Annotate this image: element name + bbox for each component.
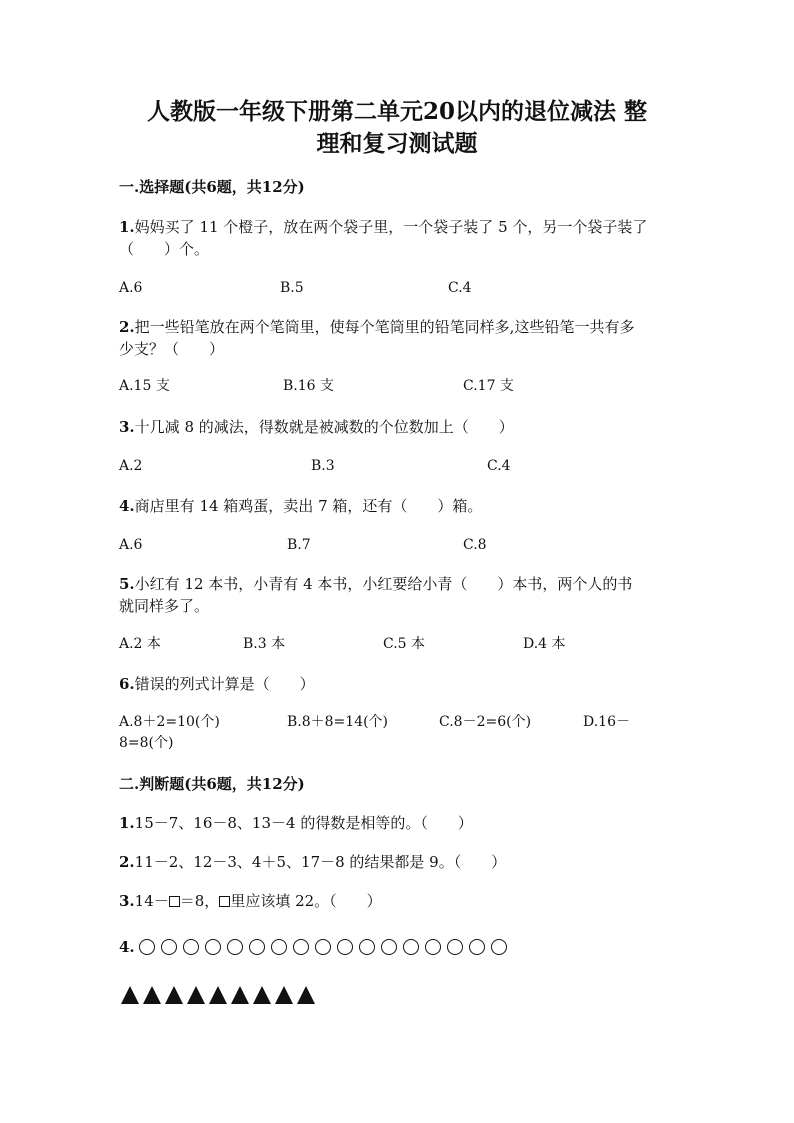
circle-icon	[205, 939, 221, 955]
page-title-line-2: 理和复习测试题	[316, 130, 478, 157]
q6-option-a: A.8＋2=10(个)	[119, 714, 220, 730]
circle-icon	[249, 939, 265, 955]
question-text: 错误的列式计算是（ ）	[134, 675, 315, 693]
question-number: 5.	[119, 575, 135, 593]
triangle-icon	[121, 986, 139, 1004]
q3-option-b: B.3	[311, 458, 335, 474]
question-2-line-2: 少支？（ ）	[119, 340, 225, 358]
circle-icon	[491, 939, 507, 955]
circle-icon	[381, 939, 397, 955]
q5-option-d: D.4 本	[523, 636, 566, 652]
q1-option-c: C.4	[448, 280, 472, 296]
q2-option-a: A.15 支	[119, 378, 170, 394]
question-6	[119, 673, 679, 695]
circle-icon	[271, 939, 287, 955]
question-5	[119, 573, 679, 595]
question-text: 妈妈买了 11 个橙子，放在两个袋子里，一个袋子装了 5 个，另一个袋子装了	[134, 218, 648, 236]
circle-icon	[403, 939, 419, 955]
question-number: 3.	[119, 892, 135, 910]
judge-question-4-triangles	[121, 986, 319, 1004]
circle-icon	[469, 939, 485, 955]
question-text-part-3: 里应该填 22。（ ）	[230, 892, 382, 910]
q6-option-d: D.16－	[583, 714, 630, 730]
triangle-icon	[275, 986, 293, 1004]
q1-option-b: B.5	[280, 280, 304, 296]
q3-option-a: A.2	[119, 458, 143, 474]
question-4	[119, 495, 679, 517]
q2-option-c: C.17 支	[463, 378, 514, 394]
q5-option-a: A.2 本	[119, 636, 161, 652]
q4-option-a: A.6	[119, 537, 143, 553]
question-number: 2.	[119, 853, 135, 871]
section-heading-true-false: 二.判断题(共6题，共12分)	[119, 775, 305, 793]
question-text: 小红有 12 本书，小青有 4 本书，小红要给小青（ ）本书，两个人的书	[134, 575, 633, 593]
question-text: 商店里有 14 箱鸡蛋，卖出 7 箱，还有（ ）箱。	[134, 497, 483, 515]
triangle-icon	[231, 986, 249, 1004]
triangle-icon	[297, 986, 315, 1004]
circle-icon	[227, 939, 243, 955]
q5-option-c: C.5 本	[383, 636, 426, 652]
circle-icon	[183, 939, 199, 955]
question-number: 1.	[119, 218, 135, 236]
question-1-line-2: （ ）个。	[119, 240, 210, 258]
triangle-icon	[253, 986, 271, 1004]
question-number: 1.	[119, 814, 135, 832]
q6-option-d-continued: 8=8(个)	[119, 735, 174, 751]
question-2	[119, 316, 679, 338]
q5-option-b: B.3 本	[243, 636, 286, 652]
circle-icon	[315, 939, 331, 955]
question-number: 4.	[119, 497, 135, 515]
circle-icon	[337, 939, 353, 955]
triangle-icon	[187, 986, 205, 1004]
triangle-icon	[165, 986, 183, 1004]
question-text: 15－7、16－8、13－4 的得数是相等的。（ ）	[134, 814, 473, 832]
q3-option-c: C.4	[487, 458, 511, 474]
circle-icon	[425, 939, 441, 955]
question-number: 2.	[119, 318, 135, 336]
section-heading-choice: 一.选择题(共6题，共12分)	[119, 178, 305, 196]
q1-option-a: A.6	[119, 280, 143, 296]
question-text-part-1: 14－	[134, 892, 169, 910]
circle-icon	[447, 939, 463, 955]
circle-icon	[139, 939, 155, 955]
question-text: 十几减 8 的减法，得数就是被减数的个位数加上（ ）	[134, 418, 514, 436]
question-text: 把一些铅笔放在两个笔筒里，使每个笔筒里的铅笔同样多,这些铅笔一共有多	[134, 318, 635, 336]
judge-question-1	[119, 812, 679, 834]
circle-icon	[293, 939, 309, 955]
judge-question-2	[119, 851, 679, 873]
q2-option-b: B.16 支	[283, 378, 335, 394]
blank-box-icon	[219, 896, 230, 907]
judge-question-4-circles	[119, 934, 513, 959]
page-title-line-1: 人教版一年级下册第二单元20以内的退位减法 整	[146, 98, 647, 125]
q4-option-c: C.8	[463, 537, 487, 553]
q6-option-b: B.8＋8=14(个)	[287, 714, 389, 730]
question-number: 4.	[119, 938, 135, 956]
q4-option-b: B.7	[287, 537, 311, 553]
triangle-icon	[209, 986, 227, 1004]
circle-icon	[359, 939, 375, 955]
triangle-icon	[143, 986, 161, 1004]
judge-question-3	[119, 890, 679, 912]
q6-option-c: C.8－2=6(个)	[439, 714, 532, 730]
blank-box-icon	[169, 896, 180, 907]
question-text-part-2: ＝8，	[179, 892, 220, 910]
question-number: 3.	[119, 418, 135, 436]
circle-icon	[161, 939, 177, 955]
question-3	[119, 416, 679, 438]
question-number: 6.	[119, 675, 135, 693]
question-1	[119, 216, 679, 238]
question-5-line-2: 就同样多了。	[119, 597, 210, 615]
question-text: 11－2、12－3、4＋5、17－8 的结果都是 9。（ ）	[134, 853, 507, 871]
